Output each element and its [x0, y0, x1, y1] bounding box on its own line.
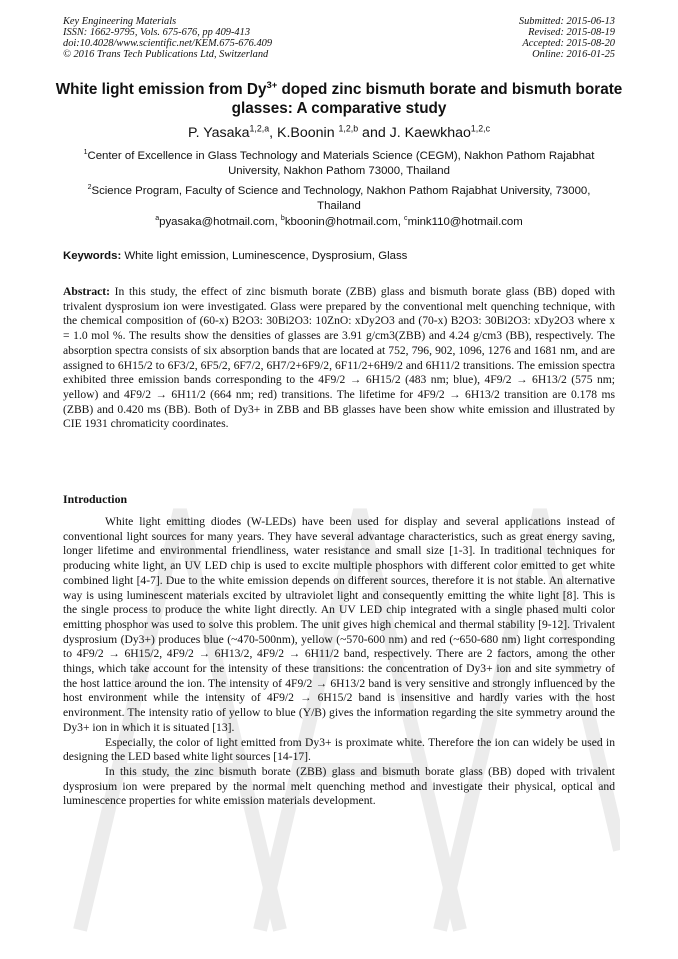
keywords-label: Keywords:	[63, 250, 122, 262]
author-list: P. Yasaka$^{1,2,a}$, K.Boonin $^{1,2,b}$ and J. Kaewkhao$^{1,2,c}$	[188, 123, 490, 141]
introduction-body	[63, 515, 615, 809]
paragraph: In this study, the zinc bismuth borate (ZBB) glass and bismuth borate glass (BB) doped with trivalent dysprosium ion were prepared by the normal melt quenching method and investigate their physical, optical and luminescence properties for white emission materials development.	[63, 764, 615, 808]
email-link[interactable]: mink110@hotmail.com	[407, 216, 523, 228]
paragraph: Especially, the color of light emitted from Dy3+ is proximate white. Therefore the ion can widely be used in designing the LED based white light sources [14-17].	[63, 735, 615, 764]
author-emails: $^a$pyasaka@hotmail.com, $^b$kboonin@hotmail.com, $^c$mink110@hotmail.com	[155, 215, 523, 228]
paper-title: White light emission from $Dy^{3+}$ doped zinc bismuth borate and bismuth borate glasses: A comparative study	[55, 79, 623, 117]
email-link[interactable]: kboonin@hotmail.com	[284, 216, 398, 228]
affiliation-1: $^1$Center of Excellence in Glass Technology and Materials Science (CEGM), Nakhon Pathom Rajabhat University, Nakhon Pathom 73000, Thailand	[83, 149, 595, 177]
author-name: J. Kaewkhao	[389, 125, 471, 141]
paragraph: White light emitting diodes (W-LEDs) have been used for display and several applications instead of conventional light sources for many years. They have several advantage characteristics, such as great energy saving, longer lifetime and environmental friendliness, water resistance and small size [1-3]. In traditional techniques for producing white light, an UV LED chip is used to excite multiple phosphors with different color emitted to get white combined light [4-7]. Due to the white emission depends on different sources, therefore it is not stable. An alternative way is using luminescent materials excited by ultraviolet light and consequently emitting the white light [8]. This is the single process to produce the white light directly. An UV LED chip integrated with a single phased multi color emitting phosphor was used to solve this problem. The unit gives high chemical and thermal stability [9-12]. Trivalent dysprosium (Dy3+) produces blue (~470-500nm), yellow (~570-600 nm) and red (~650-680 nm) light corresponding to 4F9/2 → 6H15/2, 4F9/2 → 6H13/2, 4F9/2 → 6H11/2 band, respectively. There are 2 factors, among the other things, which take account for the intensity of these transitions: the concentration of Dy3+ ion and site symmetry of the host lattice around the ion. The intensity of 4F9/2 → 6H13/2 band is very sensitive and strongly influenced by the host environment while the intensity of 4F9/2 → 6H15/2 band is insensitive and hardly varies with the host environment. The intensity ratio of yellow to blue (Y/B) gives the information regarding the site symmetry around the Dy3+ ion in which it is situated [13].	[63, 515, 615, 734]
abstract-text: In this study, the effect of zinc bismuth borate (ZBB) glass and bismuth borate glass (BB) doped with trivalent dysprosium ion were investigated. Glass were prepared by the conventional melt quenching technique, with the chemical composition of (60-x) B2O3: 30Bi2O3: 10ZnO: xDy2O3 and (70-x) B2O3: 30Bi2O3: xDy2O3 where x = 1.0 mol %. The results show the densities of glasses are 3.91 g/cm3(ZBB) and 4.24 g/cm3 (BB), respectively. The absorption spectra consists of six absorption bands that are located at 752, 796, 902, 1096, 1276 and 1681 nm, and are assigned to 6H15/2 to 6F3/2, 6F5/2, 6F7/2, 6H7/2+6F9/2, 6F11/2+6H9/2 and 6H11/2 transitions. The emission spectra exhibited three emission bands corresponding to the 4F9/2 → 6H15/2 (483 nm; blue), 4F9/2 → 6H13/2 (575 nm; yellow) and 4F9/2 → 6H11/2 (664 nm; red) transitions. The lifetime for 4F9/2 → 6H13/2 transition are 0.178 ms (ZBB) and 0.420 ms (BB). Both of Dy3+ in ZBB and BB glasses have been show white emission and illustrated by CIE 1931 chromaticity coordinates.	[63, 285, 615, 431]
author-name: P. Yasaka	[188, 125, 250, 141]
journal-info	[63, 16, 272, 60]
journal-name: Key Engineering Materials	[63, 16, 177, 27]
section-heading-introduction: Introduction	[63, 492, 128, 506]
journal-issn: ISSN: 1662-9795, Vols. 675-676, pp 409-413	[63, 27, 251, 38]
dates-info	[519, 16, 615, 60]
abstract	[63, 285, 615, 432]
date-submitted: Submitted: 2015-06-13	[518, 16, 615, 27]
journal-doi: doi:10.4028/www.scientific.net/KEM.675-676.409	[63, 38, 273, 49]
email-link[interactable]: pyasaka@hotmail.com	[159, 216, 275, 228]
keywords	[63, 249, 615, 263]
abstract-label: Abstract:	[63, 285, 111, 298]
affiliation-2: $^2$Science Program, Faculty of Science and Technology, Nakhon Pathom Rajabhat University, 73000, Thailand	[87, 184, 591, 212]
journal-copyright: © 2016 Trans Tech Publications Ltd, Switzerland	[63, 49, 269, 60]
date-accepted: Accepted: 2015-08-20	[522, 38, 615, 49]
author-name: K.Boonin	[277, 125, 339, 141]
keywords-text: White light emission, Luminescence, Dysprosium, Glass	[121, 250, 408, 262]
date-online: Online: 2016-01-25	[532, 49, 615, 60]
date-revised: Revised: 2015-08-19	[528, 27, 615, 38]
